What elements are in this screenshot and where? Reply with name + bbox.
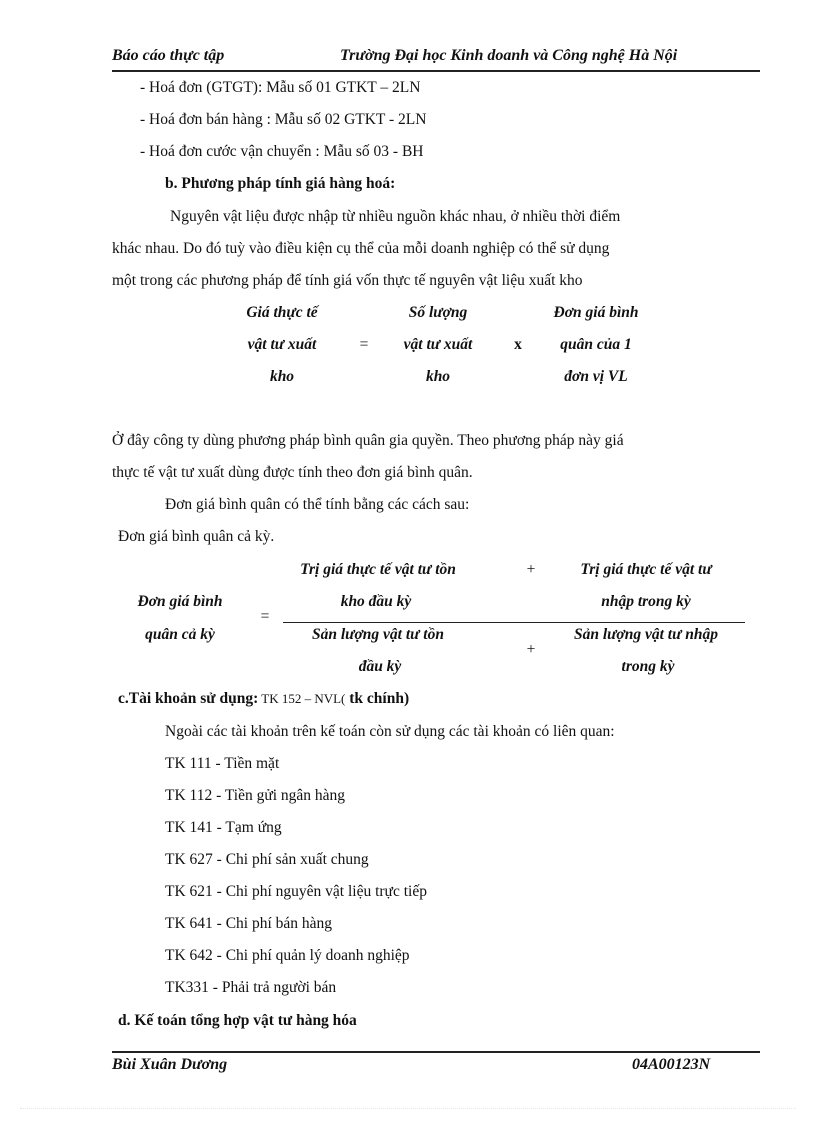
invoice-line-1: - Hoá đơn (GTGT): Mẫu số 01 GTKT – 2LN — [140, 79, 421, 96]
formula2-lhs-line-2: quân cả kỳ — [145, 626, 215, 643]
formula1-col1-line-2: vật tư xuất — [247, 336, 317, 353]
formula1-col2-line-3: kho — [425, 368, 451, 385]
formula2-den-left-line-2: đầu kỳ — [358, 658, 402, 675]
formula1-col2-line-1: Số lượng — [408, 304, 468, 321]
formula2-equals: = — [260, 608, 270, 625]
formula1-col3-line-1: Đơn giá bình — [553, 304, 639, 321]
formula1-col2-line-2: vật tư xuất — [403, 336, 473, 353]
formula2-lhs-line-1: Đơn giá bình — [137, 593, 223, 610]
formula1-col1-line-3: kho — [269, 368, 295, 385]
section-c-heading: c.Tài khoản sử dụng: — [118, 690, 259, 707]
account-item-621: TK 621 - Chi phí nguyên vật liệu trực tiếp — [165, 883, 427, 900]
para2-line-2: thực tế vật tư xuất dùng được tính theo đơn giá bình quân. — [112, 464, 473, 481]
account-item-642: TK 642 - Chi phí quản lý doanh nghiệp — [165, 947, 410, 964]
section-b-para-line-2: khác nhau. Do đó tuỳ vào điều kiện cụ thể của mỗi doanh nghiệp có thể sử dụng — [112, 240, 610, 257]
formula2-num-plus: + — [526, 561, 536, 578]
formula1-col3-line-3: đơn vị VL — [564, 368, 628, 385]
section-b-heading: b. Phương pháp tính giá hàng hoá: — [165, 175, 396, 192]
section-b-para-line-1: Nguyên vật liệu được nhập từ nhiều nguồn khác nhau, ở nhiều thời điểm — [170, 208, 621, 225]
footer-left: Bùi Xuân Dương — [112, 1056, 228, 1073]
formula2-num-right-line-1: Trị giá thực tế vật tư — [580, 561, 712, 578]
header-left: Báo cáo thực tập — [112, 47, 225, 64]
section-c-heading-bold-tail: tk chính) — [345, 690, 410, 707]
formula2-num-left-line-2: kho đầu kỳ — [340, 593, 412, 610]
para3: Đơn giá bình quân có thể tính bằng các cách sau: — [165, 496, 470, 513]
section-c-intro: Ngoài các tài khoản trên kế toán còn sử dụng các tài khoản có liên quan: — [165, 723, 615, 740]
invoice-line-2: - Hoá đơn bán hàng : Mẫu số 02 GTKT - 2LN — [140, 111, 427, 128]
account-item-141: TK 141 - Tạm ứng — [165, 819, 282, 836]
formula2-den-left-line-1: Sản lượng vật tư tồn — [312, 626, 444, 643]
para4: Đơn giá bình quân cả kỳ. — [118, 528, 275, 545]
formula2-den-right-line-1: Sản lượng vật tư nhập — [573, 626, 719, 643]
header-rule — [112, 70, 760, 72]
formula2-num-right-line-2: nhập trong kỳ — [601, 593, 691, 610]
footer-rule — [112, 1051, 760, 1053]
page-bottom-dotted-line — [20, 1108, 796, 1109]
invoice-line-3: - Hoá đơn cước vận chuyển : Mẫu số 03 - BH — [140, 143, 424, 160]
account-item-111: TK 111 - Tiền mặt — [165, 755, 280, 772]
formula1-times: x — [514, 336, 522, 353]
formula2-den-plus: + — [526, 641, 536, 658]
section-b-para-line-3: một trong các phương pháp để tính giá vốn thực tế nguyên vật liệu xuất kho — [112, 272, 583, 289]
para2-line-1: Ở đây công ty dùng phương pháp bình quân gia quyền. Theo phương pháp này giá — [112, 432, 624, 449]
section-c-heading-line — [118, 690, 409, 708]
section-d-heading: d. Kế toán tổng hợp vật tư hàng hóa — [118, 1012, 357, 1029]
formula1-equals: = — [359, 336, 369, 353]
formula1-col3-line-2: quân của 1 — [560, 336, 632, 353]
header-right: Trường Đại học Kinh doanh và Công nghệ Hà Nội — [340, 47, 678, 64]
formula2-den-right-line-2: trong kỳ — [621, 658, 675, 675]
footer-right: 04A00123N — [632, 1056, 711, 1073]
formula2-num-left-line-1: Trị giá thực tế vật tư tồn — [300, 561, 456, 578]
account-item-331: TK331 - Phải trả người bán — [165, 979, 337, 996]
account-item-112: TK 112 - Tiền gửi ngân hàng — [165, 787, 346, 804]
formula1-col1-line-1: Giá thực tế — [246, 304, 318, 321]
account-item-641: TK 641 - Chi phí bán hàng — [165, 915, 333, 932]
account-item-627: TK 627 - Chi phí sản xuất chung — [165, 851, 369, 868]
section-c-heading-tail: TK 152 – NVL( — [258, 691, 346, 706]
formula2-fraction-bar — [283, 622, 745, 623]
